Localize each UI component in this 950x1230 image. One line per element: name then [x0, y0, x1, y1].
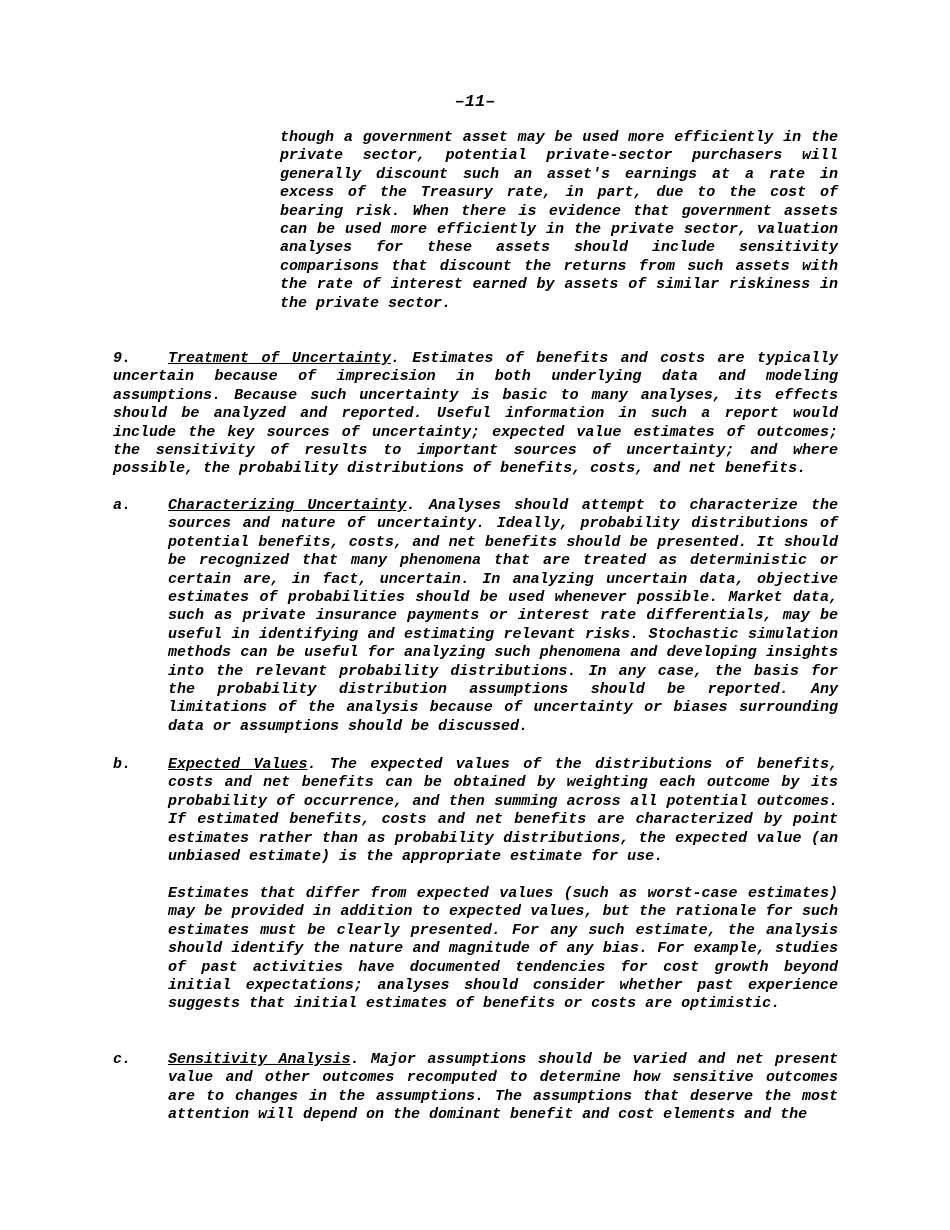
item-title-suffix: . [307, 756, 317, 773]
item-b-expected-values [113, 756, 838, 866]
section-title: Treatment of Uncertainty [168, 350, 391, 367]
item-title-suffix: . [350, 1051, 360, 1068]
section-9-treatment-of-uncertainty [113, 350, 838, 479]
item-body [168, 497, 838, 736]
item-text: Analyses should attempt to characterize the sources and nature of uncertainty. Ideally, probability distributions of potential benefits, costs, and net benefits should be presented. It should be recognized that many phenomena that are treated as deterministic or certain are, in fact, uncertain. In analyzing uncertain data, objective estimates of probabilities should be used whenever possible. Market data, such as private insurance payments or interest rate differentials, may be useful in identifying and estimating relevant risks. Stochastic simulation methods can be useful for analyzing such phenomena and developing insights into the relevant probability distributions. In any case, the basis for the probability distribution assumptions should be reported. Any limitations of the analysis because of uncertainty or biases surrounding data or assumptions should be discussed. [168, 497, 838, 735]
item-title: Sensitivity Analysis [168, 1051, 351, 1068]
item-a-characterizing-uncertainty [113, 497, 838, 736]
item-text: Major assumptions should be varied and net present value and other outcomes recomputed to determine how sensitive outcomes are to changes in the assumptions. The assumptions that deserve the most attention will depend on the dominant benefit and cost elements and the [168, 1051, 839, 1124]
item-b-continuation-paragraph: Estimates that differ from expected values (such as worst-case estimates) may be provided in addition to expected values, but the rationale for such estimates must be clearly presented. For any such estimate, the analysis should identify the nature and magnitude of any bias. For example, studies of past activities have documented tendencies for cost growth beyond initial expectations; analyses should consider whether past experience suggests that initial estimates of benefits or costs are optimistic. [168, 885, 838, 1013]
continuation-paragraph: though a government asset may be used more efficiently in the private sector, potential private-sector purchasers will generally discount such an asset's earnings at a rate in excess of the Treasury rate, in part, due to the cost of bearing risk. When there is evidence that government assets can be used more efficiently in the private sector, valuation analyses for these assets should include sensitivity comparisons that discount the returns from such assets with the rate of interest earned by assets of similar riskiness in the private sector. [280, 129, 838, 312]
section-title-suffix: . [390, 350, 400, 367]
item-title: Expected Values [168, 756, 308, 773]
item-c-sensitivity-analysis [113, 1051, 838, 1125]
item-text: The expected values of the distributions of benefits, costs and net benefits can be obtained by weighting each outcome by its probability of occurrence, and then summing across all potential outcomes. If estimated benefits, costs and net benefits are characterized by point estimates rather than as probability distributions, the expected value (an unbiased estimate) is the appropriate estimate for use. [168, 756, 838, 866]
item-body [168, 1051, 838, 1125]
item-marker: a. [113, 497, 132, 514]
section-body: Estimates of benefits and costs are typically uncertain because of imprecision in both underlying data and modeling assumptions. Because such uncertainty is basic to many analyses, its effects should be analyzed and reported. Useful information in such a report would include the key sources of uncertainty; expected value estimates of outcomes; the sensitivity of results to important sources of uncertainty; and where possible, the probability distributions of benefits, costs, and net benefits. [113, 350, 838, 478]
item-marker: b. [113, 756, 132, 773]
item-marker: c. [113, 1051, 132, 1068]
section-number: 9. [113, 350, 132, 367]
page-number: –11– [454, 93, 496, 112]
item-title: Characterizing Uncertainty [168, 497, 407, 514]
item-title-suffix: . [406, 497, 416, 514]
item-body [168, 756, 838, 866]
